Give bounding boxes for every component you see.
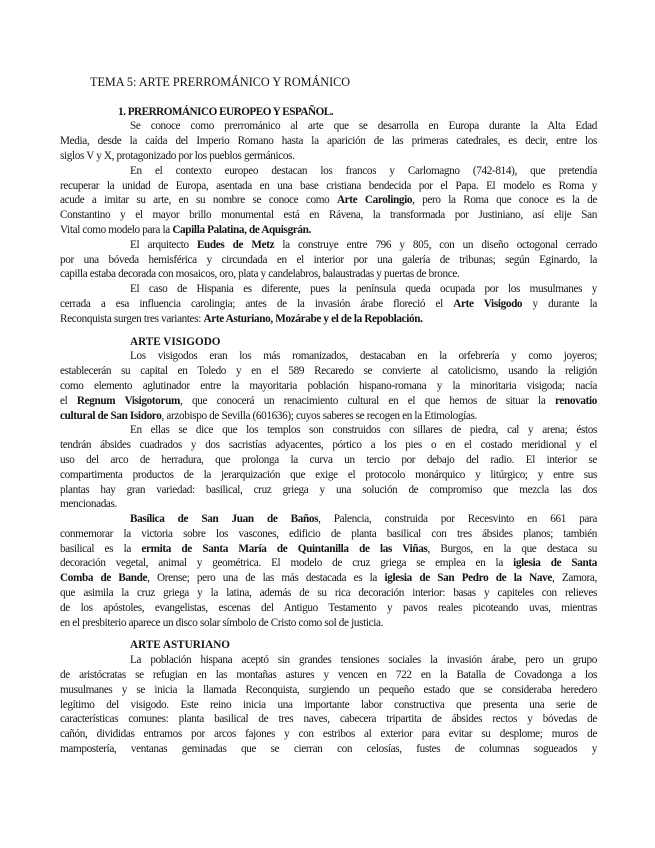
document-body xyxy=(60,119,597,756)
text-line xyxy=(60,423,597,438)
text-line xyxy=(60,468,597,483)
text-line xyxy=(60,497,597,512)
document-content xyxy=(60,75,597,757)
text-run: decoración vegetal, animal y geométrica. El modelo de cruz griega se emplea en la xyxy=(60,557,514,570)
text-line xyxy=(60,483,597,498)
text-run: Se conoce como prerrománico al arte que se desarrolla en Europa durante la Alta Edad xyxy=(130,120,597,133)
paragraph xyxy=(60,349,597,423)
text-run: , Zamora, xyxy=(551,572,597,585)
text-run: características comunes: planta basilical de tres naves, cabecera tripartita de ábsides rectos y bóvedas de xyxy=(60,713,597,726)
text-run: recuperar la unidad de Europa, asentada en una base cristiana bendecida por el Papa. El modelo es Roma y xyxy=(60,179,597,192)
text-run: musulmanes y se inicia la llamada Reconquista, surgiendo un pequeño estado que se consideraba heredero xyxy=(60,683,597,696)
text-run: Reconquista surgen tres variantes: xyxy=(60,312,204,325)
text-line xyxy=(60,727,597,742)
text-line xyxy=(60,438,597,453)
text-run: legítimo del visigodo. Este reino inicia una importante labor constructiva que presenta una serie de xyxy=(60,698,597,711)
text-run: tendrán ábsides cuadrados y dos sacristías adyacentes, pórtico a los pies o en el costado meridional y el xyxy=(60,439,597,452)
text-run: como elemento aglutinador entre la mayoritaria población hispano-romana y la minoritaria visigoda; nacía xyxy=(60,379,597,392)
text-line xyxy=(60,586,597,601)
text-run: mampostería, ventanas geminadas que se cierran con celosías, fustes de columnas sogueados y xyxy=(60,743,597,756)
text-run: , Burgos, en la que destaca su xyxy=(427,542,598,555)
text-run: Media, desde la caída del Imperio Romano hasta la aparición de las primeras catedrales, es decir, entre los xyxy=(60,135,597,148)
bold-text-run: Basílica de San Juan de Baños xyxy=(130,513,319,526)
paragraph xyxy=(60,512,597,630)
text-run: mencionadas. xyxy=(60,498,117,511)
bold-text-run: cultural de San Isidoro xyxy=(60,409,162,422)
text-run: establecerán su capital en Toledo y en el 589 Recaredo se convierte al catolicismo, usando la religión xyxy=(60,365,597,378)
text-run: que asimila la cruz griega y la latina, además de su rica decoración interior: basas y capiteles con relieves xyxy=(60,587,597,600)
bold-text-run: renovatio xyxy=(554,394,597,407)
text-run: , que conocerá un renacimiento cultural en el que hemos de situar la xyxy=(179,394,555,407)
bold-text-run: Capilla Palatina, de Aquisgrán. xyxy=(172,223,311,236)
text-run: Vital como modelo para la xyxy=(60,223,173,236)
paragraph xyxy=(60,119,597,163)
text-line xyxy=(60,556,597,571)
text-line xyxy=(60,379,597,394)
section-heading: 1. PRERROMÁNICO EUROPEO Y ESPAÑOL. xyxy=(118,105,334,118)
document-section xyxy=(60,335,597,631)
paragraph xyxy=(60,238,597,282)
text-run: La población hispana aceptó sin grandes tensiones sociales la invasión árabe, pero un grupo xyxy=(130,654,597,667)
bold-text-run: Arte Carolingio xyxy=(336,194,413,207)
text-line xyxy=(60,179,597,194)
text-line xyxy=(60,282,597,297)
text-run: , arzobispo de Sevilla (601636); cuyos saberes se recogen en la Etimologías. xyxy=(161,409,477,422)
text-run: uso del arco de herradura, que prolonga la curva un tercio por debajo del radio. El interior se xyxy=(60,453,597,466)
text-line xyxy=(60,238,597,253)
document-section xyxy=(60,638,597,756)
paragraph xyxy=(60,653,597,757)
bold-text-run: iglesia de Santa xyxy=(513,557,598,570)
text-line xyxy=(60,312,597,327)
text-run: cañón, divididas entramos por arcos fajones y con estribos al exterior para evitar su desplome; muros de xyxy=(60,728,597,741)
text-line xyxy=(60,267,597,282)
text-run: acude a imitar su arte, en su nombre se conoce como xyxy=(60,194,337,207)
text-line xyxy=(60,512,597,527)
text-line xyxy=(60,119,597,134)
document-section xyxy=(60,119,597,326)
text-run: y durante la xyxy=(522,297,597,310)
text-line xyxy=(60,297,597,312)
text-run: , Palencia, construida por Recesvinto en 661 para xyxy=(318,513,597,526)
bold-text-run: Arte Visigodo xyxy=(453,297,523,310)
text-line xyxy=(60,527,597,542)
text-run: de los apóstoles, evangelistas, escenas del Antiguo Testamento y pavos reales picoteando uvas, mientras xyxy=(60,601,597,614)
bold-text-run: Arte Asturiano, Mozárabe y el de la Repoblación. xyxy=(203,312,423,325)
text-line xyxy=(60,134,597,149)
paragraph xyxy=(60,164,597,238)
text-line xyxy=(60,364,597,379)
text-run: cerrada a esa influencia carolingia; antes de la invasión árabe floreció el xyxy=(60,297,454,310)
text-run: por una bóveda hemisférica y circundada en el interior por una galería de tribunas; según Eginardo, la xyxy=(60,253,597,266)
text-run: , Orense; pero una de las más destacada es la xyxy=(147,572,385,585)
text-line xyxy=(60,601,597,616)
text-run: de aristócratas se refugian en las montañas astures y vencen en 722 en la Batalla de Covadonga a los xyxy=(60,669,597,682)
bold-text-run: Eudes de Metz xyxy=(196,238,275,251)
text-run: en el presbiterio aparece un disco solar símbolo de Cristo como sol de justicia. xyxy=(60,616,384,629)
text-line xyxy=(60,683,597,698)
text-run: El arquitecto xyxy=(130,238,197,251)
text-line xyxy=(60,653,597,668)
text-run: , pero la Roma que conoce es la de xyxy=(412,194,597,207)
text-run: Los visigodos eran los más romanizados, destacaban en la orfebrería y como joyeros; xyxy=(130,350,597,363)
text-line xyxy=(60,253,597,268)
text-run: basilical es la xyxy=(60,542,142,555)
bold-text-run: Regnum Visigotorum xyxy=(76,394,180,407)
text-run: Constantino y el mayor brillo monumental está en Rávena, la transformada por Justiniano, así elije San xyxy=(60,209,597,222)
text-line xyxy=(60,542,597,557)
text-line xyxy=(60,193,597,208)
text-line xyxy=(60,698,597,713)
text-line xyxy=(60,349,597,364)
bold-text-run: ermita de Santa María de Quintanilla de las Viñas xyxy=(141,542,428,555)
paragraph xyxy=(60,423,597,512)
bold-text-run: Comba de Bande xyxy=(60,572,148,585)
text-line xyxy=(60,571,597,586)
text-run: plantas hay gran variedad: basilical, cruz griega y una solución de compromiso que mezcla las dos xyxy=(60,483,597,496)
paragraph xyxy=(60,282,597,326)
text-line xyxy=(60,394,597,409)
text-run: el xyxy=(60,394,77,407)
text-line xyxy=(60,742,597,757)
text-run: capilla estaba decorada con mosaicos, oro, plata y candelabros, balaustradas y puertas de bronce. xyxy=(60,268,460,281)
text-line xyxy=(60,409,597,424)
text-line xyxy=(60,453,597,468)
text-line xyxy=(60,208,597,223)
text-line xyxy=(60,149,597,164)
text-line xyxy=(60,668,597,683)
text-run: compartimenta productos de la jerarquización que exige el protocolo monárquico y litúrgico; y entre sus xyxy=(60,468,597,481)
text-run: la construye entre 796 y 805, con un diseño octogonal cerrado xyxy=(274,238,597,251)
text-line xyxy=(60,164,597,179)
text-line xyxy=(60,223,597,238)
section-subheading: ARTE VISIGODO xyxy=(130,335,221,348)
text-line xyxy=(60,616,597,631)
text-run: El caso de Hispania es diferente, pues la península queda ocupada por los musulmanes y xyxy=(130,283,597,296)
bold-text-run: iglesia de San Pedro de la Nave xyxy=(384,572,552,585)
text-run: En ellas se dice que los templos son construidos con sillares de piedra, cal y arena; éstos xyxy=(130,424,597,437)
text-run: conmemorar la victoria sobre los vascones, edificio de planta basilical con tres ábsides planos; también xyxy=(60,527,597,540)
section-subheading: ARTE ASTURIANO xyxy=(130,639,231,652)
text-line xyxy=(60,712,597,727)
text-run: siglos V y X, protagonizado por los pueblos germánicos. xyxy=(60,149,295,162)
text-run: En el contexto europeo destacan los francos y Carlomagno (742-814), que pretendía xyxy=(130,164,597,177)
document-title: TEMA 5: ARTE PRERROMÁNICO Y ROMÁNICO xyxy=(90,74,351,89)
